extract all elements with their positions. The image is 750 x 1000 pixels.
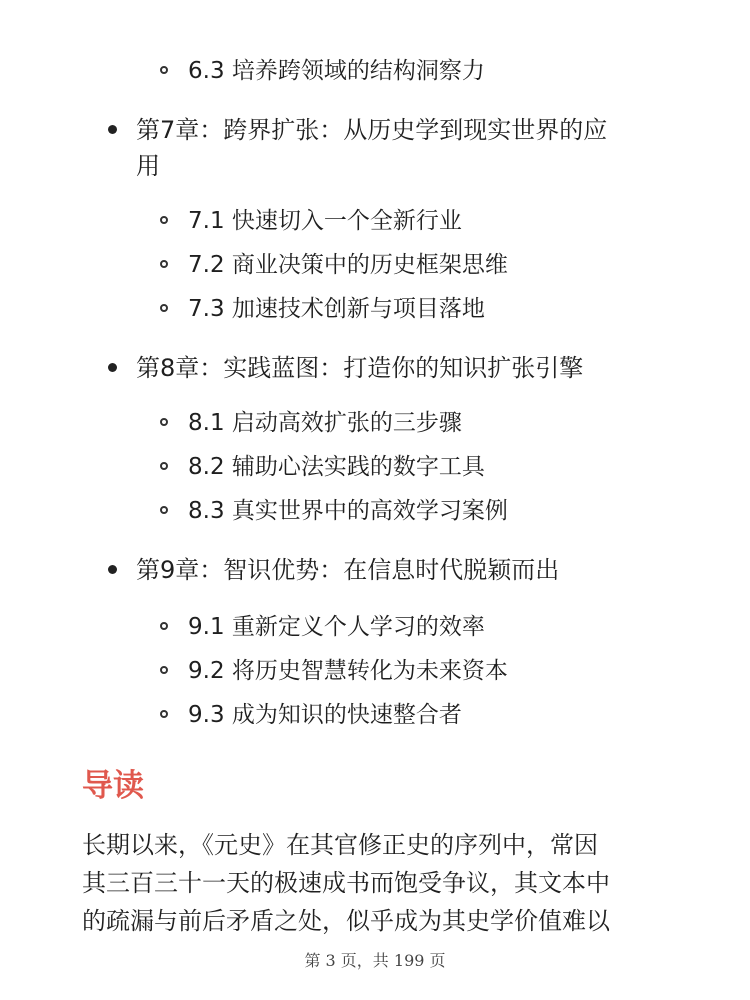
hollow-bullet-icon xyxy=(160,216,168,224)
hollow-bullet-icon xyxy=(160,622,168,630)
body-line: 长期以来，《元史》在其官修正史的序列中，常因 xyxy=(82,831,598,859)
filled-bullet-icon xyxy=(108,125,117,134)
hollow-bullet-icon xyxy=(160,462,168,470)
toc-item-label: 7.2 商业决策中的历史框架思维 xyxy=(188,252,508,278)
toc-item-label: 6.3 培养跨领域的结构洞察力 xyxy=(188,58,485,84)
toc-item-label: 7.3 加速技术创新与项目落地 xyxy=(188,296,485,322)
toc-item-label: 9.1 重新定义个人学习的效率 xyxy=(188,614,485,640)
toc-item-label: 8.1 启动高效扩张的三步骤 xyxy=(188,410,462,436)
toc-chapter-label: 第9章：智识优势：在信息时代脱颖而出 xyxy=(136,556,560,584)
toc-chapter-label: 第7章：跨界扩张：从历史学到现实世界的应 用 xyxy=(136,116,608,180)
filled-bullet-icon xyxy=(108,363,117,372)
toc-chapter-label: 第8章：实践蓝图：打造你的知识扩张引擎 xyxy=(136,354,584,382)
toc-item-label: 8.3 真实世界中的高效学习案例 xyxy=(188,498,508,524)
body-line: 其三百三十一天的极速成书而饱受争议，其文本中 xyxy=(82,869,610,897)
toc-item-label: 7.1 快速切入一个全新行业 xyxy=(188,208,462,234)
hollow-bullet-icon xyxy=(160,666,168,674)
hollow-bullet-icon xyxy=(160,260,168,268)
filled-bullet-icon xyxy=(108,565,117,574)
toc-item-label: 9.3 成为知识的快速整合者 xyxy=(188,702,462,728)
page-number-footer: 第 3 页，共 199 页 xyxy=(304,951,446,970)
toc-item-label: 8.2 辅助心法实践的数字工具 xyxy=(188,454,485,480)
toc-item-label: 9.2 将历史智慧转化为未来资本 xyxy=(188,658,508,684)
hollow-bullet-icon xyxy=(160,710,168,718)
body-paragraph xyxy=(82,826,672,940)
hollow-bullet-icon xyxy=(160,506,168,514)
section-heading: 导读 xyxy=(82,768,144,804)
hollow-bullet-icon xyxy=(160,418,168,426)
hollow-bullet-icon xyxy=(160,304,168,312)
body-line: 的疏漏与前后矛盾之处，似乎成为其史学价值难以 xyxy=(82,907,610,935)
hollow-bullet-icon xyxy=(160,66,168,74)
